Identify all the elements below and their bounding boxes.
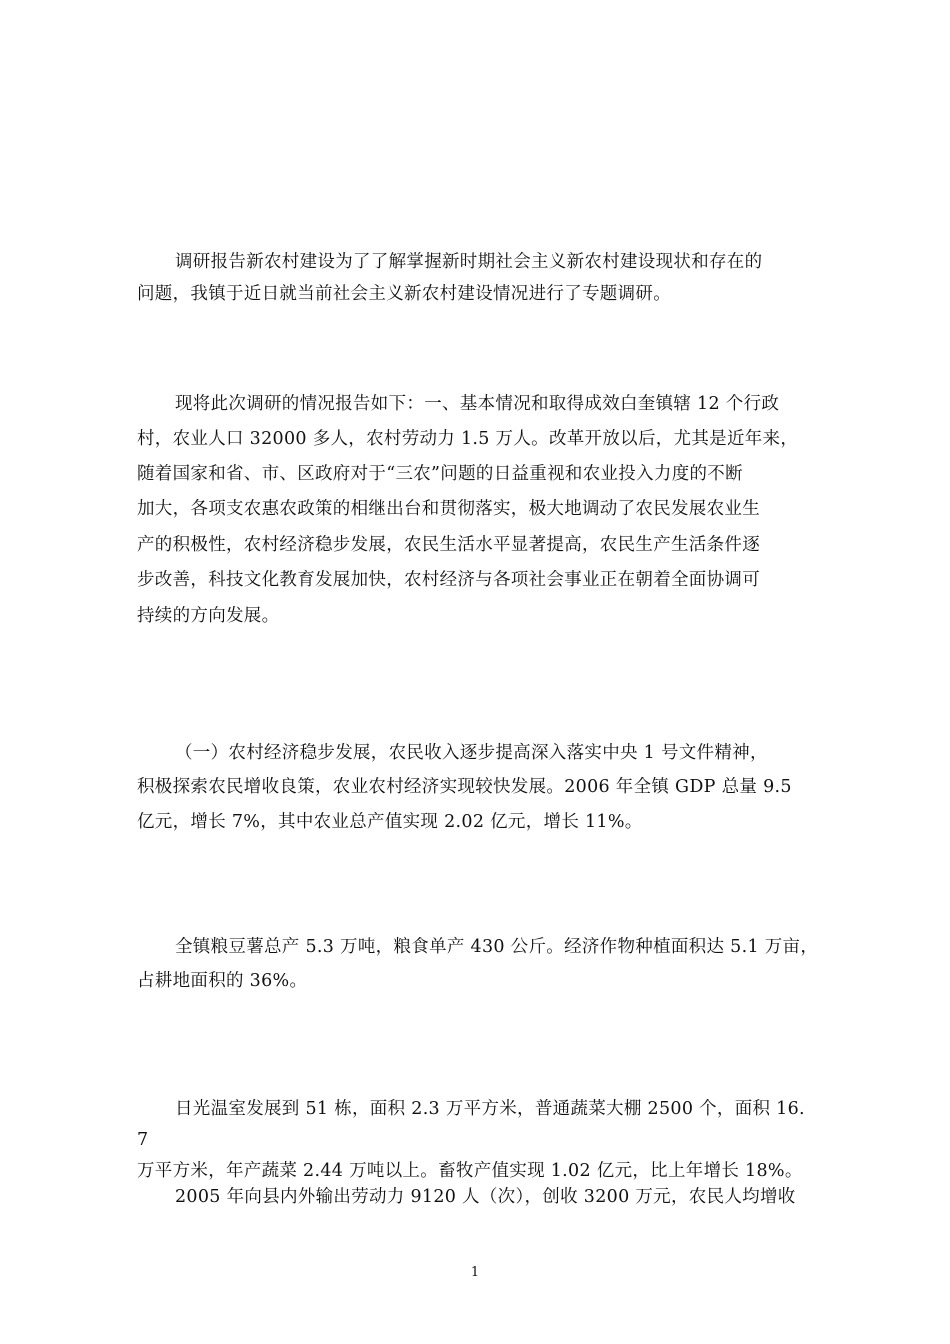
text-line: 占耕地面积的 36%。 [137,971,308,991]
text-line: 2005 年向县内外输出劳动力 9120 人（次），创收 3200 万元，农民人均增收 [175,1187,796,1207]
text-line: 村，农业人口 32000 多人，农村劳动力 1.5 万人。改革开放以后，尤其是近年来， [137,429,799,449]
text-line: 7 [137,1130,149,1150]
text-line: 积极探索农民增收良策，农业农村经济实现较快发展。2006 年全镇 GDP 总量 9.5 [137,777,792,797]
text-line: 问题，我镇于近日就当前社会主义新农村建设情况进行了专题调研。 [137,284,671,304]
text-line: 全镇粮豆薯总产 5.3 万吨，粮食单产 430 公斤。经济作物种植面积达 5.1 万亩， [175,937,819,957]
text-line: 持续的方向发展。 [137,606,280,626]
text-line: （一）农村经济稳步发展，农民收入逐步提高深入落实中央 1 号文件精神， [175,743,768,763]
text-line: 亿元，增长 7%，其中农业总产值实现 2.02 亿元，增长 11%。 [137,812,643,832]
text-line: 日光温室发展到 51 栋，面积 2.3 万平方米，普通蔬菜大棚 2500 个，面积 16. [175,1099,805,1119]
text-line: 加大，各项支农惠农政策的相继出台和贯彻落实，极大地调动了农民发展农业生 [137,499,760,519]
text-line: 产的积极性，农村经济稳步发展，农民生活水平显著提高，农民生产生活条件逐 [137,535,760,555]
text-line: 万平方米，年产蔬菜 2.44 万吨以上。畜牧产值实现 1.02 亿元，比上年增长 18%。 [137,1161,803,1181]
text-line: 随着国家和省、市、区政府对于“三农”问题的日益重视和农业投入力度的不断 [137,464,743,484]
page-number: 1 [470,1265,480,1280]
text-line: 调研报告新农村建设为了了解掌握新时期社会主义新农村建设现状和存在的 [175,252,763,272]
text-line: 现将此次调研的情况报告如下：一、基本情况和取得成效白奎镇辖 12 个行政 [175,394,780,414]
text-line: 步改善，科技文化教育发展加快，农村经济与各项社会事业正在朝着全面协调可 [137,570,760,590]
